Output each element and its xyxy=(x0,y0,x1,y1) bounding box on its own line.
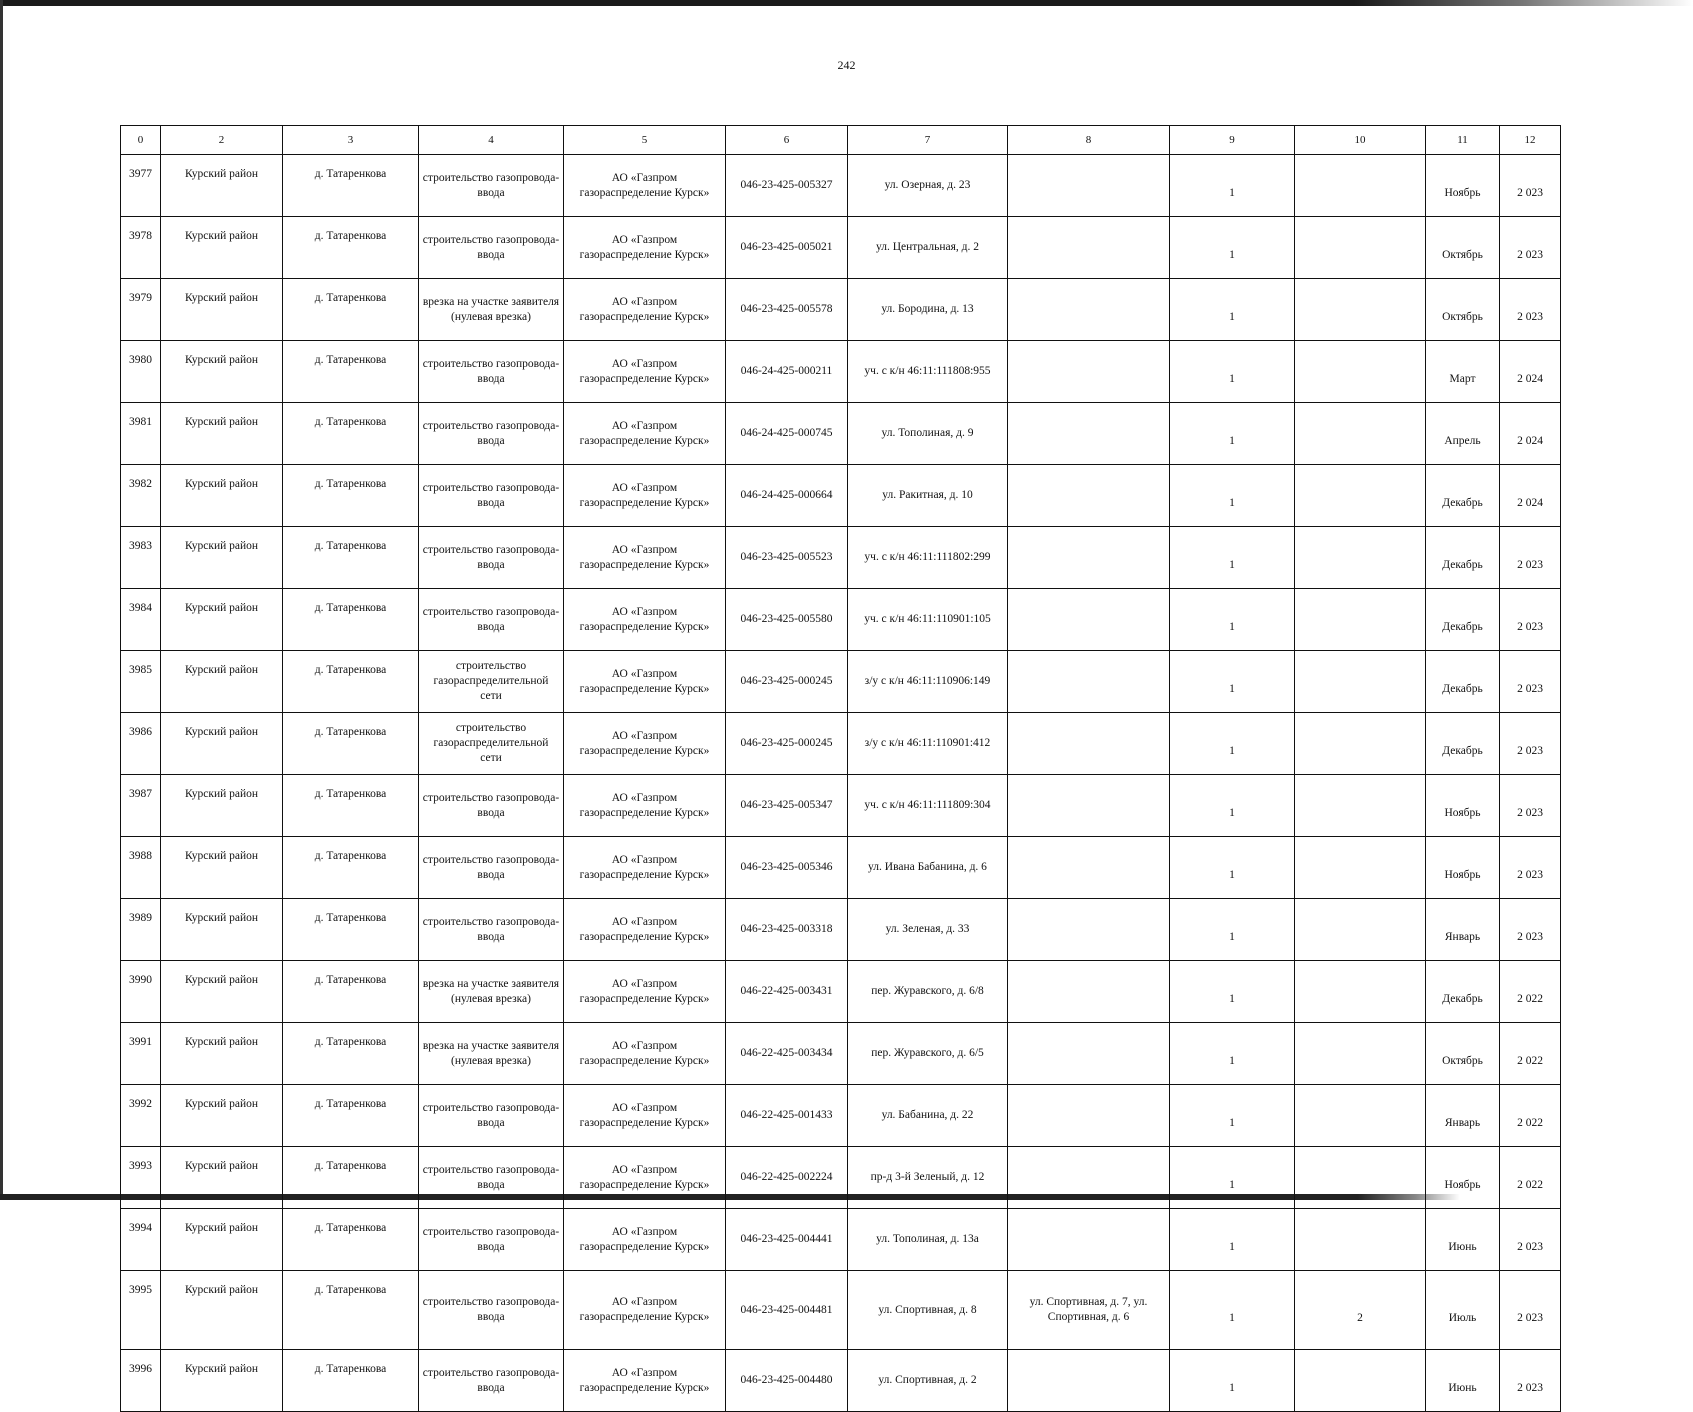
cell-col-10 xyxy=(1295,837,1426,899)
cell-col-9: 1 xyxy=(1170,1350,1295,1412)
cell-work-type: строительство газопровода-ввода xyxy=(419,1147,564,1209)
cell-col-9: 1 xyxy=(1170,341,1295,403)
table-row xyxy=(121,589,1561,651)
cell-col-10 xyxy=(1295,279,1426,341)
cell-application-number: 046-22-425-002224 xyxy=(726,1147,848,1209)
cell-row-number: 3980 xyxy=(121,341,161,403)
table-row xyxy=(121,341,1561,403)
cell-application-number: 046-23-425-004441 xyxy=(726,1209,848,1271)
cell-additional-addresses xyxy=(1008,899,1170,961)
cell-year: 2 024 xyxy=(1500,465,1561,527)
cell-col-10 xyxy=(1295,1350,1426,1412)
cell-col-10 xyxy=(1295,217,1426,279)
column-header: 4 xyxy=(419,126,564,155)
cell-settlement: д. Татаренкова xyxy=(283,651,419,713)
cell-address: ул. Спортивная, д. 8 xyxy=(848,1271,1008,1350)
cell-work-type: строительство газопровода-ввода xyxy=(419,775,564,837)
header-row xyxy=(121,126,1561,155)
cell-district: Курский район xyxy=(161,899,283,961)
cell-additional-addresses xyxy=(1008,651,1170,713)
cell-application-number: 046-22-425-003431 xyxy=(726,961,848,1023)
cell-address: пр-д 3-й Зеленый, д. 12 xyxy=(848,1147,1008,1209)
cell-col-9: 1 xyxy=(1170,217,1295,279)
cell-year: 2 023 xyxy=(1500,1271,1561,1350)
cell-application-number: 046-23-425-004481 xyxy=(726,1271,848,1350)
cell-organization: АО «Газпром газораспределение Курск» xyxy=(564,589,726,651)
cell-address: ул. Тополиная, д. 9 xyxy=(848,403,1008,465)
cell-row-number: 3987 xyxy=(121,775,161,837)
cell-district: Курский район xyxy=(161,1023,283,1085)
cell-col-10 xyxy=(1295,1085,1426,1147)
cell-month: Март xyxy=(1426,341,1500,403)
cell-address: уч. с к/н 46:11:111802:299 xyxy=(848,527,1008,589)
cell-col-10 xyxy=(1295,1023,1426,1085)
cell-month: Октябрь xyxy=(1426,1023,1500,1085)
cell-work-type: строительство газопровода-ввода xyxy=(419,589,564,651)
cell-address: ул. Ивана Бабанина, д. 6 xyxy=(848,837,1008,899)
cell-month: Декабрь xyxy=(1426,713,1500,775)
cell-work-type: строительство газопровода-ввода xyxy=(419,1350,564,1412)
cell-organization: АО «Газпром газораспределение Курск» xyxy=(564,279,726,341)
cell-additional-addresses xyxy=(1008,1085,1170,1147)
cell-organization: АО «Газпром газораспределение Курск» xyxy=(564,1023,726,1085)
cell-col-10 xyxy=(1295,403,1426,465)
cell-year: 2 023 xyxy=(1500,775,1561,837)
cell-additional-addresses xyxy=(1008,403,1170,465)
table-row xyxy=(121,403,1561,465)
cell-year: 2 023 xyxy=(1500,527,1561,589)
cell-col-9: 1 xyxy=(1170,961,1295,1023)
cell-district: Курский район xyxy=(161,651,283,713)
cell-row-number: 3995 xyxy=(121,1271,161,1350)
cell-col-9: 1 xyxy=(1170,155,1295,217)
cell-additional-addresses xyxy=(1008,775,1170,837)
cell-additional-addresses xyxy=(1008,713,1170,775)
cell-month: Декабрь xyxy=(1426,651,1500,713)
cell-work-type: врезка на участке заявителя (нулевая врезка) xyxy=(419,1023,564,1085)
cell-address: ул. Тополиная, д. 13а xyxy=(848,1209,1008,1271)
cell-additional-addresses xyxy=(1008,837,1170,899)
cell-address: ул. Бородина, д. 13 xyxy=(848,279,1008,341)
cell-settlement: д. Татаренкова xyxy=(283,1147,419,1209)
cell-district: Курский район xyxy=(161,279,283,341)
cell-district: Курский район xyxy=(161,465,283,527)
table-row xyxy=(121,465,1561,527)
cell-settlement: д. Татаренкова xyxy=(283,1085,419,1147)
cell-district: Курский район xyxy=(161,713,283,775)
cell-work-type: строительство газопровода-ввода xyxy=(419,403,564,465)
cell-col-10 xyxy=(1295,527,1426,589)
cell-settlement: д. Татаренкова xyxy=(283,217,419,279)
table-row xyxy=(121,651,1561,713)
cell-additional-addresses xyxy=(1008,279,1170,341)
cell-district: Курский район xyxy=(161,1350,283,1412)
cell-settlement: д. Татаренкова xyxy=(283,1271,419,1350)
cell-year: 2 023 xyxy=(1500,899,1561,961)
cell-col-10 xyxy=(1295,775,1426,837)
table-row xyxy=(121,961,1561,1023)
cell-district: Курский район xyxy=(161,527,283,589)
cell-row-number: 3996 xyxy=(121,1350,161,1412)
cell-work-type: строительство газопровода-ввода xyxy=(419,899,564,961)
cell-row-number: 3985 xyxy=(121,651,161,713)
cell-col-10 xyxy=(1295,341,1426,403)
cell-month: Январь xyxy=(1426,899,1500,961)
cell-application-number: 046-23-425-005523 xyxy=(726,527,848,589)
cell-col-9: 1 xyxy=(1170,1023,1295,1085)
cell-month: Январь xyxy=(1426,1085,1500,1147)
cell-month: Ноябрь xyxy=(1426,1147,1500,1209)
cell-address: ул. Зеленая, д. 33 xyxy=(848,899,1008,961)
cell-application-number: 046-23-425-005347 xyxy=(726,775,848,837)
cell-col-9: 1 xyxy=(1170,589,1295,651)
table-row xyxy=(121,1023,1561,1085)
cell-settlement: д. Татаренкова xyxy=(283,961,419,1023)
table-row xyxy=(121,713,1561,775)
cell-month: Декабрь xyxy=(1426,589,1500,651)
cell-month: Ноябрь xyxy=(1426,775,1500,837)
cell-settlement: д. Татаренкова xyxy=(283,279,419,341)
cell-year: 2 022 xyxy=(1500,1147,1561,1209)
cell-additional-addresses xyxy=(1008,1023,1170,1085)
cell-address: ул. Центральная, д. 2 xyxy=(848,217,1008,279)
column-header: 9 xyxy=(1170,126,1295,155)
cell-col-10 xyxy=(1295,1209,1426,1271)
cell-col-9: 1 xyxy=(1170,1209,1295,1271)
cell-district: Курский район xyxy=(161,155,283,217)
cell-work-type: строительство газопровода-ввода xyxy=(419,217,564,279)
cell-row-number: 3989 xyxy=(121,899,161,961)
cell-address: ул. Ракитная, д. 10 xyxy=(848,465,1008,527)
cell-address: пер. Журавского, д. 6/8 xyxy=(848,961,1008,1023)
cell-col-9: 1 xyxy=(1170,465,1295,527)
table-row xyxy=(121,837,1561,899)
cell-district: Курский район xyxy=(161,1271,283,1350)
cell-col-9: 1 xyxy=(1170,651,1295,713)
cell-organization: АО «Газпром газораспределение Курск» xyxy=(564,775,726,837)
cell-row-number: 3986 xyxy=(121,713,161,775)
cell-col-9: 1 xyxy=(1170,403,1295,465)
table-row xyxy=(121,279,1561,341)
cell-work-type: строительство газопровода-ввода xyxy=(419,1271,564,1350)
cell-organization: АО «Газпром газораспределение Курск» xyxy=(564,217,726,279)
cell-organization: АО «Газпром газораспределение Курск» xyxy=(564,465,726,527)
cell-additional-addresses xyxy=(1008,155,1170,217)
cell-work-type: строительство газопровода-ввода xyxy=(419,527,564,589)
cell-address: уч. с к/н 46:11:111808:955 xyxy=(848,341,1008,403)
cell-settlement: д. Татаренкова xyxy=(283,527,419,589)
cell-work-type: строительство газопровода-ввода xyxy=(419,155,564,217)
cell-row-number: 3983 xyxy=(121,527,161,589)
table-row xyxy=(121,1147,1561,1209)
cell-work-type: строительство газопровода-ввода xyxy=(419,465,564,527)
cell-organization: АО «Газпром газораспределение Курск» xyxy=(564,961,726,1023)
cell-district: Курский район xyxy=(161,1209,283,1271)
table-row xyxy=(121,1350,1561,1412)
column-header: 5 xyxy=(564,126,726,155)
cell-year: 2 023 xyxy=(1500,217,1561,279)
column-header: 7 xyxy=(848,126,1008,155)
cell-organization: АО «Газпром газораспределение Курск» xyxy=(564,527,726,589)
cell-work-type: строительство газопровода-ввода xyxy=(419,837,564,899)
cell-address: ул. Бабанина, д. 22 xyxy=(848,1085,1008,1147)
column-header: 10 xyxy=(1295,126,1426,155)
cell-work-type: строительство газораспределительной сети xyxy=(419,651,564,713)
cell-row-number: 3978 xyxy=(121,217,161,279)
register-table xyxy=(120,125,1561,1412)
cell-year: 2 024 xyxy=(1500,403,1561,465)
cell-additional-addresses xyxy=(1008,1147,1170,1209)
cell-year: 2 023 xyxy=(1500,589,1561,651)
cell-settlement: д. Татаренкова xyxy=(283,589,419,651)
cell-year: 2 022 xyxy=(1500,961,1561,1023)
cell-col-9: 1 xyxy=(1170,1271,1295,1350)
column-header: 3 xyxy=(283,126,419,155)
cell-col-9: 1 xyxy=(1170,899,1295,961)
cell-address: уч. с к/н 46:11:111809:304 xyxy=(848,775,1008,837)
cell-work-type: врезка на участке заявителя (нулевая врезка) xyxy=(419,279,564,341)
cell-col-10 xyxy=(1295,961,1426,1023)
cell-col-10 xyxy=(1295,465,1426,527)
cell-district: Курский район xyxy=(161,589,283,651)
cell-col-10 xyxy=(1295,155,1426,217)
cell-additional-addresses xyxy=(1008,1350,1170,1412)
cell-settlement: д. Татаренкова xyxy=(283,899,419,961)
cell-year: 2 022 xyxy=(1500,1023,1561,1085)
cell-application-number: 046-23-425-003318 xyxy=(726,899,848,961)
cell-application-number: 046-22-425-003434 xyxy=(726,1023,848,1085)
column-header: 12 xyxy=(1500,126,1561,155)
column-header: 0 xyxy=(121,126,161,155)
cell-work-type: строительство газораспределительной сети xyxy=(419,713,564,775)
cell-settlement: д. Татаренкова xyxy=(283,775,419,837)
cell-month: Декабрь xyxy=(1426,961,1500,1023)
cell-application-number: 046-24-425-000664 xyxy=(726,465,848,527)
cell-work-type: строительство газопровода-ввода xyxy=(419,341,564,403)
table-row xyxy=(121,155,1561,217)
cell-application-number: 046-23-425-005327 xyxy=(726,155,848,217)
cell-col-9: 1 xyxy=(1170,837,1295,899)
cell-organization: АО «Газпром газораспределение Курск» xyxy=(564,155,726,217)
cell-year: 2 024 xyxy=(1500,341,1561,403)
cell-organization: АО «Газпром газораспределение Курск» xyxy=(564,837,726,899)
cell-additional-addresses xyxy=(1008,527,1170,589)
cell-year: 2 023 xyxy=(1500,279,1561,341)
cell-settlement: д. Татаренкова xyxy=(283,465,419,527)
cell-col-9: 1 xyxy=(1170,279,1295,341)
column-header: 2 xyxy=(161,126,283,155)
cell-row-number: 3977 xyxy=(121,155,161,217)
cell-row-number: 3981 xyxy=(121,403,161,465)
cell-col-9: 1 xyxy=(1170,713,1295,775)
cell-settlement: д. Татаренкова xyxy=(283,155,419,217)
table-row xyxy=(121,527,1561,589)
cell-address: ул. Озерная, д. 23 xyxy=(848,155,1008,217)
cell-organization: АО «Газпром газораспределение Курск» xyxy=(564,1147,726,1209)
cell-settlement: д. Татаренкова xyxy=(283,1209,419,1271)
table-body xyxy=(121,155,1561,1412)
cell-row-number: 3993 xyxy=(121,1147,161,1209)
cell-address: ул. Спортивная, д. 2 xyxy=(848,1350,1008,1412)
table-row xyxy=(121,775,1561,837)
cell-district: Курский район xyxy=(161,961,283,1023)
cell-col-9: 1 xyxy=(1170,1085,1295,1147)
cell-organization: АО «Газпром газораспределение Курск» xyxy=(564,713,726,775)
table-row xyxy=(121,1271,1561,1350)
cell-year: 2 023 xyxy=(1500,713,1561,775)
cell-col-9: 1 xyxy=(1170,527,1295,589)
cell-additional-addresses xyxy=(1008,589,1170,651)
cell-year: 2 023 xyxy=(1500,651,1561,713)
cell-additional-addresses xyxy=(1008,961,1170,1023)
cell-additional-addresses xyxy=(1008,217,1170,279)
cell-year: 2 022 xyxy=(1500,1085,1561,1147)
table-row xyxy=(121,899,1561,961)
cell-district: Курский район xyxy=(161,217,283,279)
cell-settlement: д. Татаренкова xyxy=(283,1350,419,1412)
cell-row-number: 3990 xyxy=(121,961,161,1023)
cell-organization: АО «Газпром газораспределение Курск» xyxy=(564,1271,726,1350)
cell-row-number: 3991 xyxy=(121,1023,161,1085)
table-row xyxy=(121,1085,1561,1147)
cell-col-10 xyxy=(1295,651,1426,713)
cell-col-10 xyxy=(1295,1147,1426,1209)
scan-left-edge xyxy=(0,0,3,1200)
cell-application-number: 046-23-425-005580 xyxy=(726,589,848,651)
cell-application-number: 046-23-425-000245 xyxy=(726,713,848,775)
cell-month: Декабрь xyxy=(1426,527,1500,589)
cell-row-number: 3988 xyxy=(121,837,161,899)
cell-year: 2 023 xyxy=(1500,1350,1561,1412)
cell-work-type: строительство газопровода-ввода xyxy=(419,1209,564,1271)
cell-application-number: 046-23-425-004480 xyxy=(726,1350,848,1412)
cell-col-9: 1 xyxy=(1170,1147,1295,1209)
cell-col-9: 1 xyxy=(1170,775,1295,837)
cell-district: Курский район xyxy=(161,775,283,837)
cell-additional-addresses xyxy=(1008,1209,1170,1271)
cell-organization: АО «Газпром газораспределение Курск» xyxy=(564,341,726,403)
cell-month: Октябрь xyxy=(1426,279,1500,341)
cell-address: з/у с к/н 46:11:110906:149 xyxy=(848,651,1008,713)
cell-month: Октябрь xyxy=(1426,217,1500,279)
cell-row-number: 3994 xyxy=(121,1209,161,1271)
cell-month: Ноябрь xyxy=(1426,837,1500,899)
cell-additional-addresses: ул. Спортивная, д. 7, ул. Спортивная, д. 6 xyxy=(1008,1271,1170,1350)
cell-district: Курский район xyxy=(161,341,283,403)
cell-month: Апрель xyxy=(1426,403,1500,465)
cell-year: 2 023 xyxy=(1500,1209,1561,1271)
cell-organization: АО «Газпром газораспределение Курск» xyxy=(564,403,726,465)
cell-organization: АО «Газпром газораспределение Курск» xyxy=(564,899,726,961)
cell-month: Июнь xyxy=(1426,1350,1500,1412)
column-header: 8 xyxy=(1008,126,1170,155)
cell-organization: АО «Газпром газораспределение Курск» xyxy=(564,651,726,713)
cell-organization: АО «Газпром газораспределение Курск» xyxy=(564,1209,726,1271)
column-header: 6 xyxy=(726,126,848,155)
cell-settlement: д. Татаренкова xyxy=(283,713,419,775)
cell-address: пер. Журавского, д. 6/5 xyxy=(848,1023,1008,1085)
cell-work-type: врезка на участке заявителя (нулевая врезка) xyxy=(419,961,564,1023)
page-number: 242 xyxy=(837,58,856,72)
cell-settlement: д. Татаренкова xyxy=(283,341,419,403)
cell-settlement: д. Татаренкова xyxy=(283,837,419,899)
cell-application-number: 046-24-425-000211 xyxy=(726,341,848,403)
column-header: 11 xyxy=(1426,126,1500,155)
cell-row-number: 3984 xyxy=(121,589,161,651)
cell-address: з/у с к/н 46:11:110901:412 xyxy=(848,713,1008,775)
cell-row-number: 3979 xyxy=(121,279,161,341)
cell-row-number: 3982 xyxy=(121,465,161,527)
cell-settlement: д. Татаренкова xyxy=(283,1023,419,1085)
cell-month: Ноябрь xyxy=(1426,155,1500,217)
cell-col-10 xyxy=(1295,899,1426,961)
cell-col-10 xyxy=(1295,713,1426,775)
cell-application-number: 046-23-425-000245 xyxy=(726,651,848,713)
cell-district: Курский район xyxy=(161,1085,283,1147)
cell-district: Курский район xyxy=(161,403,283,465)
cell-organization: АО «Газпром газораспределение Курск» xyxy=(564,1085,726,1147)
cell-month: Июль xyxy=(1426,1271,1500,1350)
cell-month: Декабрь xyxy=(1426,465,1500,527)
cell-organization: АО «Газпром газораспределение Курск» xyxy=(564,1350,726,1412)
cell-application-number: 046-24-425-000745 xyxy=(726,403,848,465)
cell-month: Июнь xyxy=(1426,1209,1500,1271)
cell-application-number: 046-23-425-005346 xyxy=(726,837,848,899)
cell-row-number: 3992 xyxy=(121,1085,161,1147)
cell-settlement: д. Татаренкова xyxy=(283,403,419,465)
cell-district: Курский район xyxy=(161,837,283,899)
table-row xyxy=(121,1209,1561,1271)
cell-application-number: 046-23-425-005021 xyxy=(726,217,848,279)
cell-application-number: 046-22-425-001433 xyxy=(726,1085,848,1147)
cell-additional-addresses xyxy=(1008,341,1170,403)
scan-top-edge xyxy=(0,0,1693,6)
cell-additional-addresses xyxy=(1008,465,1170,527)
cell-year: 2 023 xyxy=(1500,155,1561,217)
table-row xyxy=(121,217,1561,279)
cell-address: уч. с к/н 46:11:110901:105 xyxy=(848,589,1008,651)
cell-year: 2 023 xyxy=(1500,837,1561,899)
cell-col-10: 2 xyxy=(1295,1271,1426,1350)
cell-col-10 xyxy=(1295,589,1426,651)
cell-work-type: строительство газопровода-ввода xyxy=(419,1085,564,1147)
cell-district: Курский район xyxy=(161,1147,283,1209)
cell-application-number: 046-23-425-005578 xyxy=(726,279,848,341)
